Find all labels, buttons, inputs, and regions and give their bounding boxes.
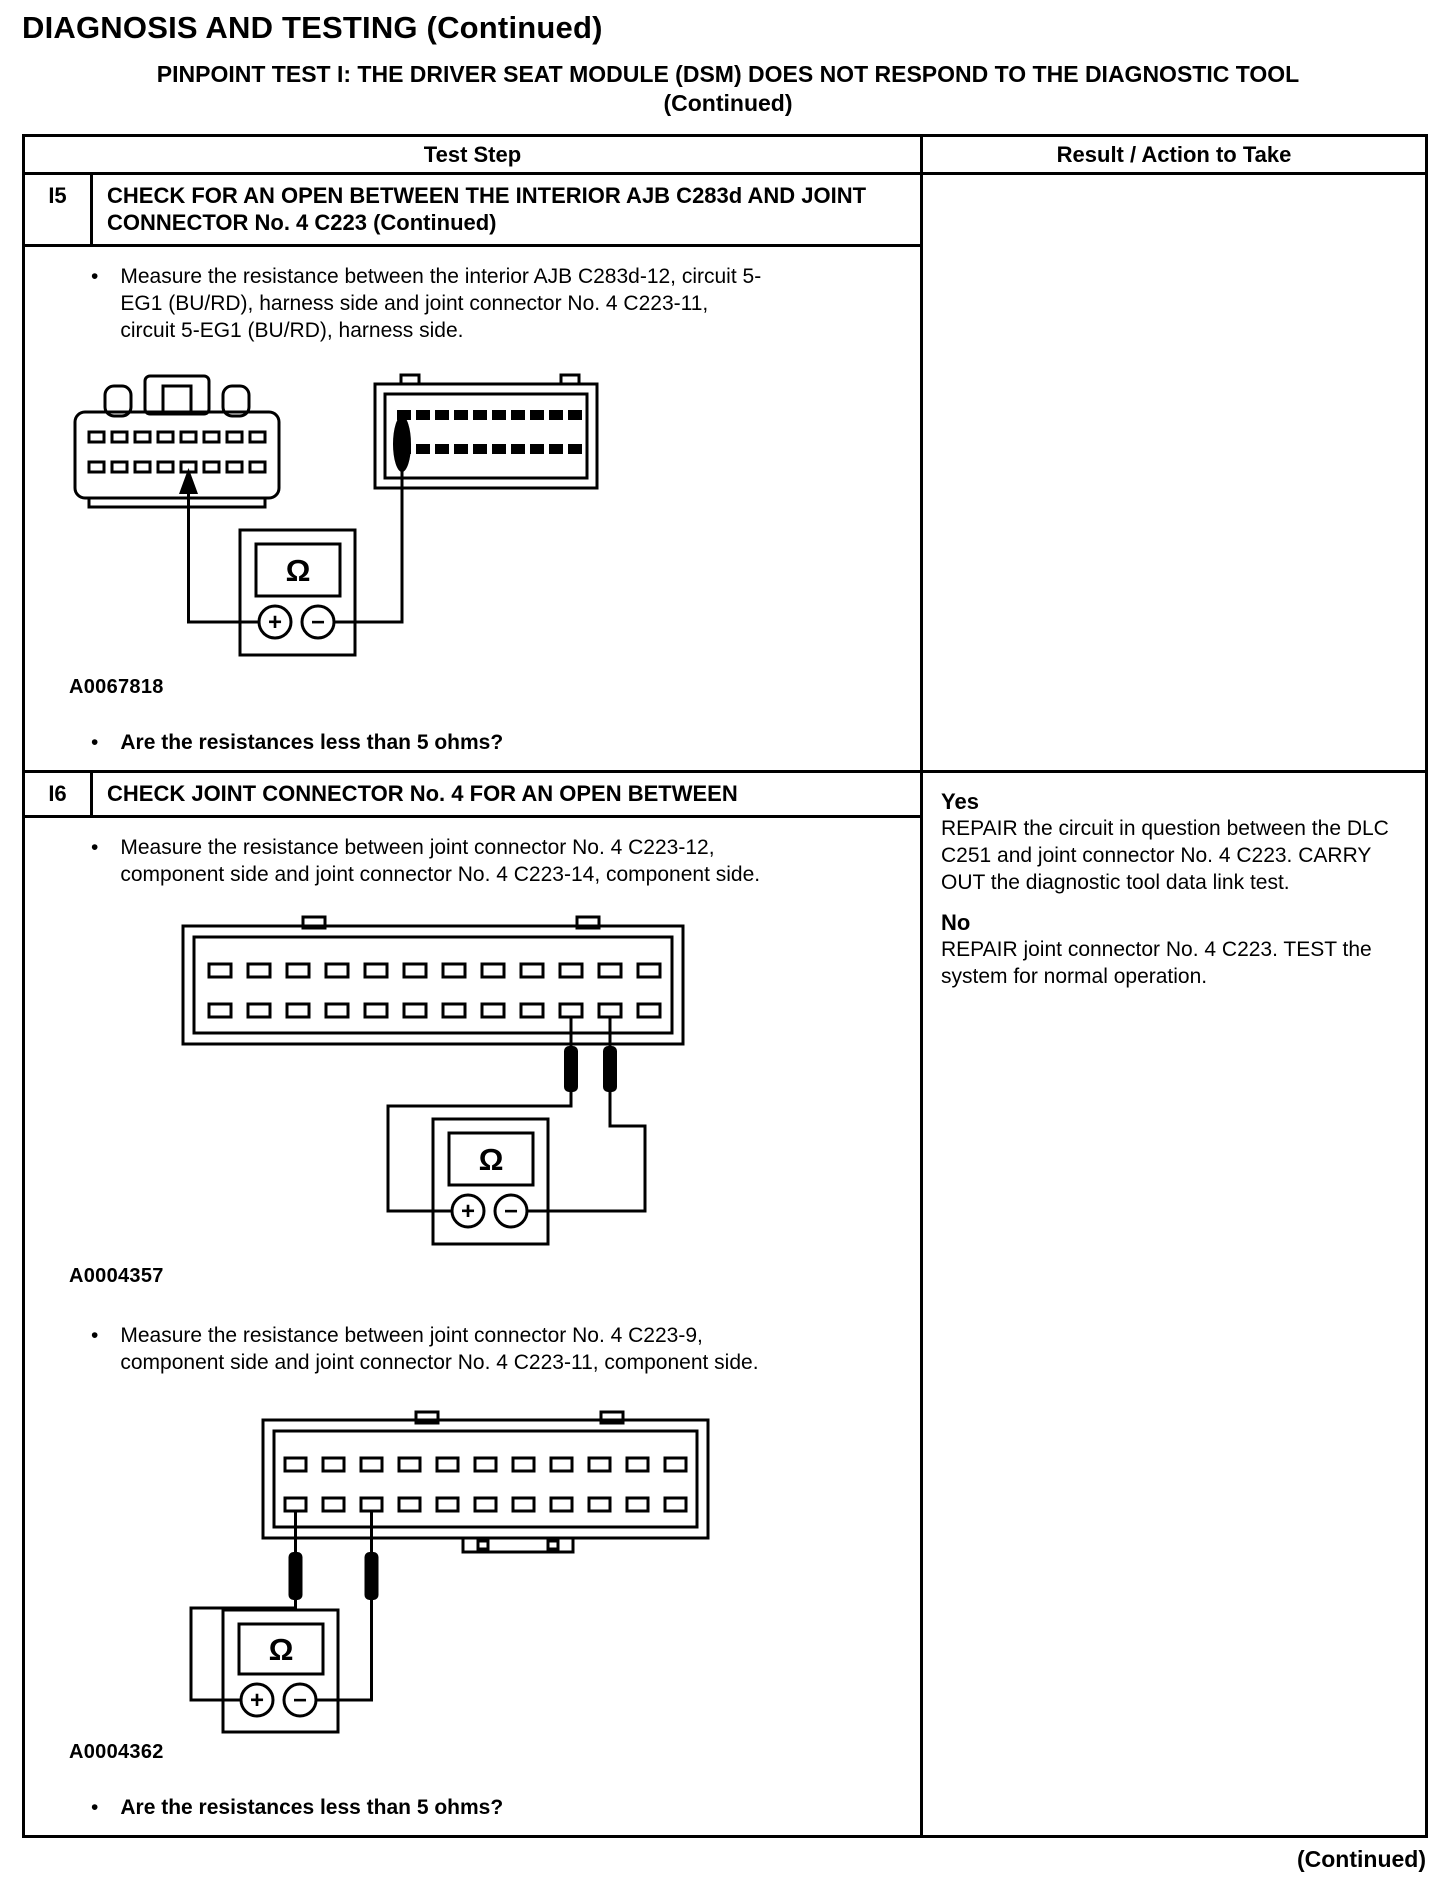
- step-i6-result-cell: [923, 773, 1425, 1835]
- step-i5-test-cell: [25, 175, 923, 770]
- wiring-diagram-3: [163, 1410, 723, 1735]
- minus-terminal: −: [292, 1687, 308, 1714]
- multimeter-icon: [433, 1119, 548, 1244]
- probe-icon: [603, 1046, 617, 1092]
- question: [91, 1794, 910, 1821]
- connector-pins: [285, 1458, 686, 1511]
- joint-connector-icon: [375, 375, 597, 488]
- connector-pins: [397, 410, 582, 454]
- figure-label: A0067818: [69, 676, 164, 698]
- ohm-symbol: Ω: [478, 1142, 504, 1177]
- harness-connector-icon: [75, 376, 279, 507]
- result-yes-text: REPAIR the circuit in question between the DLC C251 and joint connector No. 4 C223. CARRY OUT the diagnostic tool data link test.: [941, 817, 1389, 894]
- result-yes-label: Yes: [941, 789, 979, 814]
- minus-terminal: −: [503, 1198, 519, 1225]
- joint-connector-icon: [263, 1412, 708, 1600]
- pinpoint-test-heading: PINPOINT TEST I: THE DRIVER SEAT MODULE (DSM) DOES NOT RESPOND TO THE DIAGNOSTIC TOOL (Continued): [156, 61, 1300, 116]
- plus-terminal: +: [267, 609, 283, 636]
- step-row-i5: [25, 175, 1425, 770]
- pinpoint-test-table: [22, 134, 1428, 1838]
- step-i6-header: [25, 773, 920, 818]
- column-header-test-step: Test Step: [25, 137, 923, 172]
- wiring-diagram-2: [153, 914, 713, 1259]
- connector-pins: [209, 964, 660, 1017]
- plus-terminal: +: [460, 1198, 476, 1225]
- step-i5-title: CHECK FOR AN OPEN BETWEEN THE INTERIOR AJB C283d AND JOINT CONNECTOR No. 4 C223 (Continued): [107, 183, 867, 235]
- probe-icon: [393, 416, 411, 472]
- instruction-text: • Measure the resistance between joint connector No. 4 C223-9, component side and joint connector No. 4 C223-11, component side.: [120, 1324, 759, 1374]
- step-i5-id: I5: [25, 175, 93, 244]
- continued-footer: (Continued): [1296, 1846, 1426, 1872]
- ohm-symbol: Ω: [268, 1632, 294, 1667]
- ohm-symbol: Ω: [285, 553, 311, 588]
- step-i6-id: I6: [25, 773, 93, 815]
- multimeter-icon: [223, 1610, 338, 1732]
- wire-line: [334, 470, 402, 622]
- probe-icon: [564, 1046, 578, 1092]
- result-no-label: No: [941, 910, 971, 935]
- wire-line: [527, 1090, 645, 1211]
- measure-instruction: [91, 263, 910, 344]
- column-header-result: Result / Action to Take: [1056, 141, 1292, 167]
- result-no-text: REPAIR joint connector No. 4 C223. TEST the system for normal operation.: [941, 938, 1372, 988]
- instruction-text: • Measure the resistance between joint connector No. 4 C223-12, component side and joint connector No. 4 C223-14, component side.: [120, 836, 761, 886]
- plus-terminal: +: [249, 1687, 265, 1714]
- question-text: • Are the resistances less than 5 ohms?: [120, 1796, 504, 1819]
- connector-pins: [89, 432, 265, 472]
- probe-icon: [289, 1552, 303, 1600]
- page-title: DIAGNOSIS AND TESTING (Continued): [22, 10, 603, 45]
- instruction-text: • Measure the resistance between the interior AJB C283d-12, circuit 5-EG1 (BU/RD), harness side and joint connector No. 4 C223-11, circuit 5-EG1 (BU/RD), harness side.: [120, 265, 762, 342]
- question: [91, 729, 910, 756]
- joint-connector-icon: [183, 917, 683, 1092]
- question-text: • Are the resistances less than 5 ohms?: [120, 731, 504, 754]
- step-i5-result-cell: [923, 175, 1425, 770]
- wire-line: [189, 490, 260, 622]
- step-i6-test-cell: [25, 773, 923, 1835]
- table-header-row: [25, 137, 1425, 175]
- figure-label: A0004362: [69, 1741, 164, 1763]
- measure-instruction: [91, 834, 910, 888]
- figure-label: A0004357: [69, 1265, 164, 1287]
- step-i6-title: CHECK JOINT CONNECTOR No. 4 FOR AN OPEN BETWEEN: [107, 781, 738, 806]
- multimeter-icon: [240, 530, 355, 655]
- step-i5-header: [25, 175, 920, 247]
- minus-terminal: −: [310, 609, 326, 636]
- wiring-diagram-1: [45, 370, 605, 670]
- step-i5-body: [25, 247, 920, 770]
- step-i6-body: [25, 818, 920, 1835]
- step-row-i6: [25, 770, 1425, 1835]
- probe-icon: [365, 1552, 379, 1600]
- measure-instruction: [91, 1322, 910, 1376]
